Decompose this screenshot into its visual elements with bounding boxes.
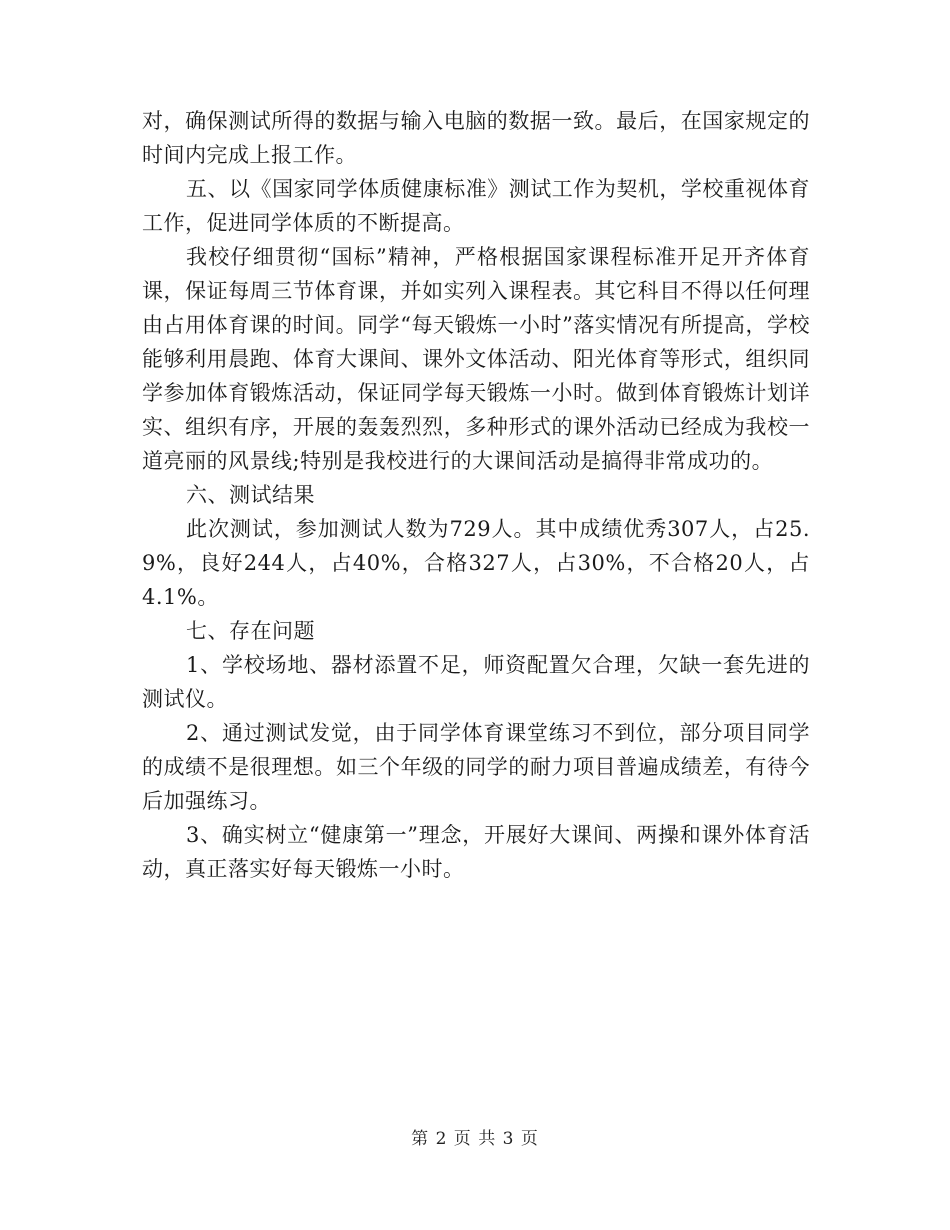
page-footer (0, 1124, 950, 1149)
section-heading-7: 七、存在问题 (186, 619, 315, 643)
page-number: 第 2 页 共 3 页 (411, 1129, 539, 1149)
paragraph: 对，确保测试所得的数据与输入电脑的数据一致。最后，在国家规定的时间内完成上报工作。 (142, 109, 810, 167)
list-item: 2、通过测试发觉，由于同学体育课堂练习不到位，部分项目同学的成绩不是很理想。如三个年级的同学的耐力项目普遍成绩差，有待今后加强练习。 (142, 721, 810, 813)
section-heading-5: 五、以《国家同学体质健康标准》测试工作为契机，学校重视体育工作，促进同学体质的不断提高。 (142, 177, 810, 235)
document-body (142, 104, 810, 886)
section-heading-6: 六、测试结果 (186, 483, 315, 507)
paragraph: 我校仔细贯彻“国标”精神，严格根据国家课程标准开足开齐体育课，保证每周三节体育课，并如实列入课程表。其它科目不得以任何理由占用体育课的时间。同学“每天锻炼一小时”落实情况有所提高，学校能够利用晨跑、体育大课间、课外文体活动、阳光体育等形式，组织同学参加体育锻炼活动，保证同学每天锻炼一小时。做到体育锻炼计划详实、组织有序，开展的轰轰烈烈，多种形式的课外活动已经成为我校一道亮丽的风景线;特别是我校进行的大课间活动是搞得非常成功的。 (142, 245, 810, 473)
list-item: 1、学校场地、器材添置不足，师资配置欠合理，欠缺一套先进的测试仪。 (142, 653, 810, 711)
list-item: 3、确实树立“健康第一”理念，开展好大课间、两操和课外体育活动，真正落实好每天锻炼一小时。 (142, 823, 810, 881)
paragraph: 此次测试，参加测试人数为729人。其中成绩优秀307人，占25.9%，良好244人，占40%，合格327人，占30%，不合格20人，占4.1%。 (142, 517, 810, 609)
